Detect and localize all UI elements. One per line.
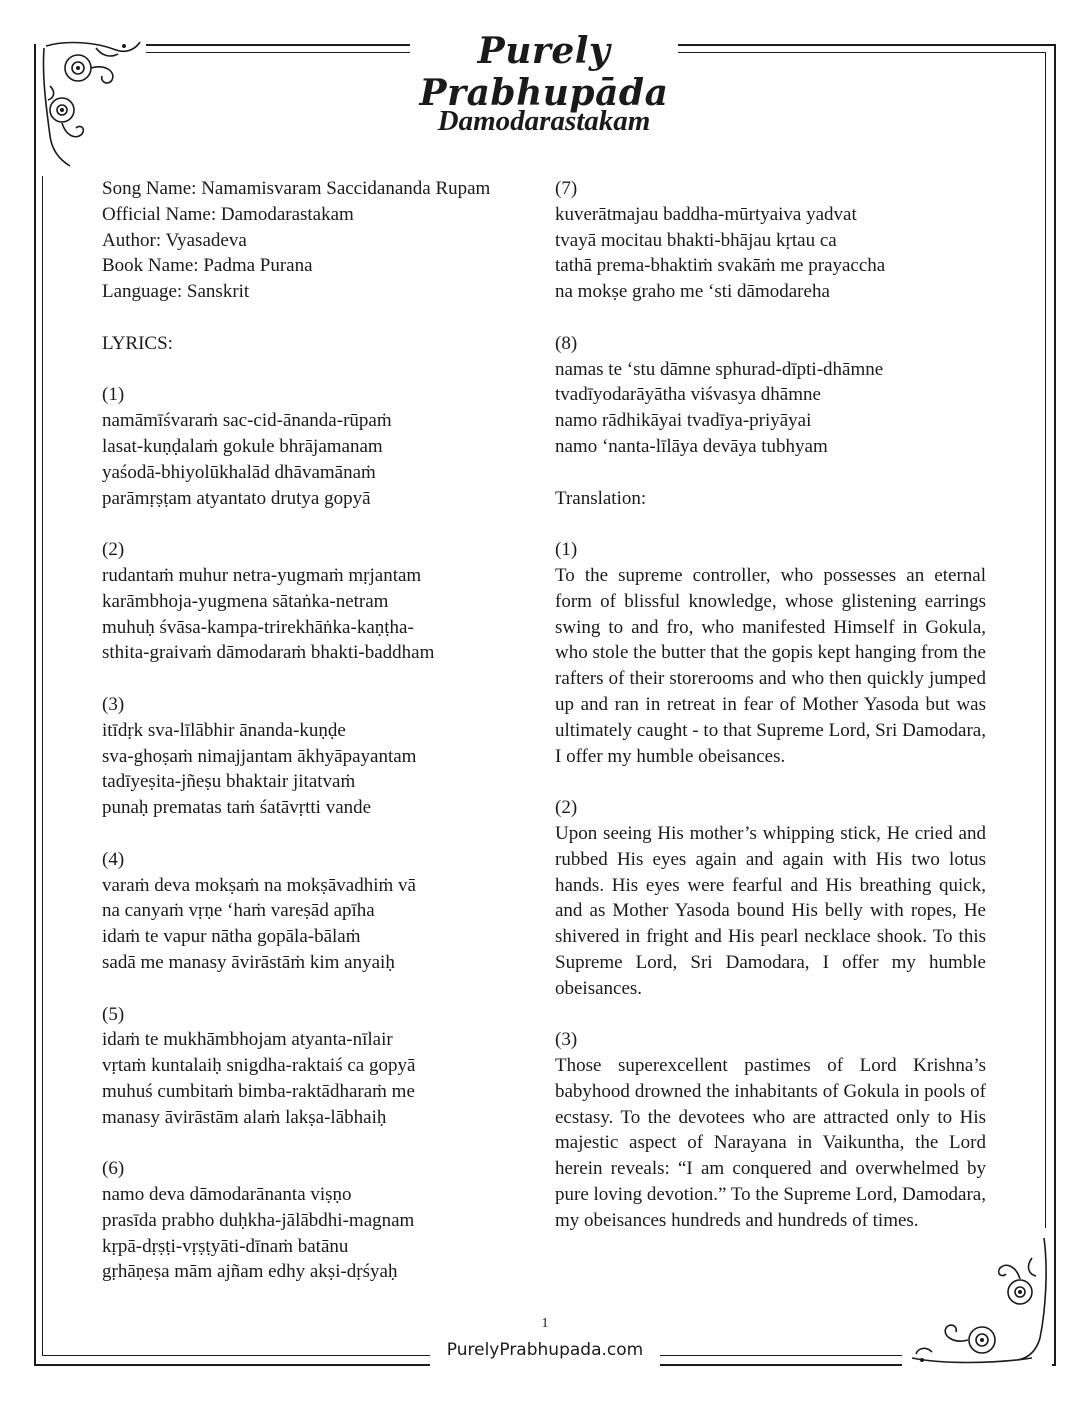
verse-line: yaśodā-bhiyolūkhalād dhāvamānaṁ xyxy=(102,461,376,483)
verse-number: (6) xyxy=(102,1158,125,1180)
verse-line: namo ‘nanta-līlāya devāya tubhyam xyxy=(555,435,828,457)
verse-line: prasīda prabho duḥkha-jālābdhi-magnam xyxy=(102,1209,415,1231)
translation-block xyxy=(555,537,986,769)
verse-block xyxy=(102,537,542,666)
verse-line: tathā prema-bhaktiṁ svakāṁ me prayaccha xyxy=(555,255,886,277)
verse-line: kṛpā-dṛṣṭi-vṛṣṭyāti-dīnaṁ batānu xyxy=(102,1235,349,1257)
lyrics-heading: LYRICS: xyxy=(102,332,173,354)
verse-block xyxy=(555,176,986,305)
verse-block xyxy=(102,382,542,511)
verse-line: idaṁ te vapur nātha gopāla-bālaṁ xyxy=(102,926,361,948)
verse-line: parāmṛṣṭam atyantato drutya gopyā xyxy=(102,487,371,509)
translation-block xyxy=(555,795,986,1001)
verse-line: idaṁ te mukhāmbhojam atyanta-nīlair xyxy=(102,1029,393,1051)
verse-number: (1) xyxy=(102,384,125,406)
translation-block xyxy=(555,1027,986,1233)
verse-number: (7) xyxy=(555,178,578,199)
verse-line: gṛhāṇeṣa mām ajñam edhy akṣi-dṛśyaḥ xyxy=(102,1261,398,1283)
verse-line: namas te ‘stu dāmne sphurad-dīpti-dhāmne xyxy=(555,358,884,380)
verse-block xyxy=(555,331,986,460)
verse-line: tvayā mocitau bhakti-bhājau kṛtau ca xyxy=(555,229,837,251)
translation-number: (3) xyxy=(555,1029,578,1051)
verse-line: punaḥ prematas taṁ śatāvṛtti vande xyxy=(102,797,372,819)
verse-line: manasy āvirāstām alaṁ lakṣa-lābhaiḥ xyxy=(102,1106,387,1128)
verse-block xyxy=(102,847,542,976)
verse-block xyxy=(102,1156,542,1285)
meta-song-name: Song Name: Namamisvaram Saccidananda Rupam xyxy=(102,178,491,199)
verse-number: (2) xyxy=(102,539,125,561)
verse-line: vṛtaṁ kuntalaiḥ snigdha-raktaiś ca gopyā xyxy=(102,1055,416,1077)
verse-line: sthita-graivaṁ dāmodaraṁ bhakti-baddham xyxy=(102,642,435,664)
translation-text: Those superexcellent pastimes of Lord Krishna’s babyhood drowned the inhabitants of Gokula in pools of ecstasy. To the devotees who are attracted only to His majestic aspect of Narayana in Vaikuntha, the Lord herein reveals: “I am conquered and overwhelmed by pure loving devotion.” To the Supreme Lord, Damodara, my obeisances hundreds and hundreds of times. xyxy=(555,1055,986,1231)
meta-official-name: Official Name: Damodarastakam xyxy=(102,203,354,225)
meta-language: Language: Sanskrit xyxy=(102,281,250,303)
verse-block xyxy=(102,1002,542,1131)
verse-line: sadā me manasy āvirāstāṁ kim anyaiḥ xyxy=(102,951,395,973)
corner-ornament-top-left xyxy=(36,36,146,176)
verse-line: namo deva dāmodarānanta viṣṇo xyxy=(102,1184,352,1206)
translation-text: Upon seeing His mother’s whipping stick, He cried and rubbed His eyes again and again with His two lotus hands. His eyes were fearful and His breathing quick, and as Mother Yasoda bound His belly with ropes, He shivered in fright and His pearl necklace shook. To this Supreme Lord, Sri Damodara, I offer my humble obeisances. xyxy=(555,822,986,999)
verse-number: (5) xyxy=(102,1003,125,1025)
translation-number: (2) xyxy=(555,797,578,819)
verse-line: tadīyeṣita-jñeṣu bhaktair jitatvaṁ xyxy=(102,771,356,793)
verse-number: (3) xyxy=(102,693,125,715)
verse-line: namāmīśvaraṁ sac-cid-ānanda-rūpaṁ xyxy=(102,410,392,432)
page-number: 1 xyxy=(541,1316,549,1331)
verse-line: na canyaṁ vṛṇe ‘haṁ vareṣād apīha xyxy=(102,900,375,922)
meta-author: Author: Vyasadeva xyxy=(102,229,247,251)
verse-number: (8) xyxy=(555,332,578,354)
verse-line: muhuḥ śvāsa-kampa-trirekhāṅka-kaṇṭha- xyxy=(102,616,414,638)
verse-number: (4) xyxy=(102,848,125,870)
verse-line: varaṁ deva mokṣaṁ na mokṣāvadhiṁ vā xyxy=(102,874,416,896)
verse-line: muhuś cumbitaṁ bimba-raktādharaṁ me xyxy=(102,1080,415,1102)
verse-line: namo rādhikāyai tvadīya-priyāyai xyxy=(555,410,812,432)
verse-line: karāmbhoja-yugmena sātaṅka-netram xyxy=(102,590,389,612)
document-title: Damodarastakam xyxy=(437,105,651,137)
right-column xyxy=(555,176,986,1234)
corner-ornament-bottom-right xyxy=(902,1228,1052,1368)
verse-line: lasat-kuṇḍalaṁ gokule bhrājamanam xyxy=(102,435,383,457)
song-metadata xyxy=(102,176,542,305)
verse-line: kuverātmajau baddha-mūrtyaiva yadvat xyxy=(555,203,857,225)
footer-website-link[interactable]: PurelyPrabhupada.com xyxy=(446,1340,644,1360)
meta-book-name: Book Name: Padma Purana xyxy=(102,255,313,277)
verse-line: rudantaṁ muhur netra-yugmaṁ mṛjantam xyxy=(102,564,422,586)
verse-line: sva-ghoṣaṁ nimajjantam ākhyāpayantam xyxy=(102,745,417,767)
translation-text: To the supreme controller, who possesses an eternal form of blissful knowledge, whose glistening earrings swing to and fro, who manifested Himself in Gokula, who stole the butter that the gopis kept hanging from the rafters of their storerooms and who then quickly jumped up and ran in retreat in fear of Mother Yasoda but was ultimately caught - to that Supreme Lord, Sri Damodara, I offer my humble obeisances. xyxy=(555,564,986,767)
translation-heading: Translation: xyxy=(555,487,647,509)
verse-block xyxy=(102,692,542,821)
translation-number: (1) xyxy=(555,539,578,561)
verse-line: itīdṛk sva-līlābhir ānanda-kuṇḍe xyxy=(102,719,346,741)
site-logo-text: Purely Prabhupāda xyxy=(419,30,669,114)
verse-line: tvadīyodarāyātha viśvasya dhāmne xyxy=(555,384,821,406)
left-column xyxy=(102,176,542,1285)
verse-line: na mokṣe graho me ‘sti dāmodareha xyxy=(555,281,830,303)
